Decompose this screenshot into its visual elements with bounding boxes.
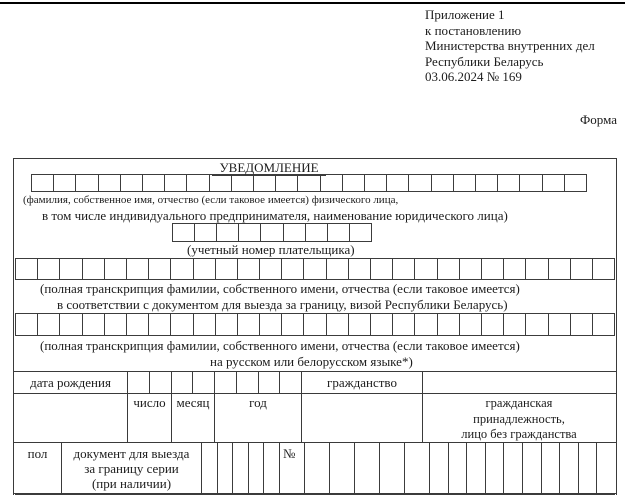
char-box — [172, 223, 195, 242]
transcription-lang-caption-line1: (полная транскрипция фамилии, собственного имени, отчества (если таковое имеется) — [40, 338, 520, 353]
char-box — [596, 443, 615, 493]
char-box — [260, 313, 282, 336]
char-box — [393, 313, 415, 336]
name-caption-line1: (фамилия, собственное имя, отчество (если таковое имеется) физического лица, — [23, 194, 399, 206]
char-box — [83, 313, 105, 336]
char-box — [195, 223, 217, 242]
char-box — [327, 313, 349, 336]
char-box — [526, 258, 548, 280]
char-box — [248, 443, 264, 493]
transcription-lang-caption — [14, 336, 616, 371]
char-box — [571, 258, 593, 280]
date-parts-row — [14, 394, 616, 443]
notification-form-table — [13, 158, 617, 495]
char-box — [149, 372, 171, 393]
char-box — [371, 258, 393, 280]
citizenship-belonging-line2: принадлежность, — [473, 411, 565, 426]
char-box — [171, 372, 193, 393]
transcription-lang-caption-line2: на русском или белорусском языке*) — [210, 353, 413, 369]
birth-date-empty-cell — [14, 394, 128, 442]
char-box — [328, 223, 350, 242]
note-line: к постановлению — [425, 22, 522, 38]
char-box — [365, 174, 387, 192]
travel-document-line3: (при наличии) — [91, 476, 172, 491]
travel-document-line2: за границу серии — [84, 461, 179, 476]
char-box — [438, 258, 460, 280]
char-box — [232, 174, 254, 192]
char-box — [99, 174, 121, 192]
name-caption — [14, 192, 616, 223]
char-box — [448, 443, 467, 493]
char-box — [498, 174, 520, 192]
char-box — [60, 258, 82, 280]
char-box — [387, 174, 409, 192]
transcription-doc-caption-line2: в соответствии с документом для выезда за границу, визой Республики Беларусь) — [57, 296, 508, 312]
name-char-boxes — [31, 174, 587, 192]
char-box — [202, 443, 217, 493]
char-box — [192, 372, 214, 393]
number-sign-label: № — [280, 443, 305, 493]
char-box — [127, 313, 149, 336]
char-box — [571, 313, 593, 336]
sex-label: пол — [14, 443, 62, 493]
char-box — [187, 174, 209, 192]
char-box — [276, 174, 298, 192]
char-box — [354, 443, 379, 493]
char-box — [432, 174, 454, 192]
char-box — [279, 372, 301, 393]
char-box — [482, 313, 504, 336]
char-box — [543, 174, 565, 192]
char-box — [282, 313, 304, 336]
char-box — [31, 174, 54, 192]
char-box — [194, 313, 216, 336]
citizenship-belonging-line1: гражданская — [485, 396, 553, 410]
transcription-doc-char-boxes — [15, 258, 615, 280]
char-box — [105, 313, 127, 336]
regulation-note — [425, 7, 595, 85]
forma-label: Форма — [580, 112, 617, 127]
char-box — [60, 313, 82, 336]
char-box — [210, 174, 232, 192]
char-box — [127, 258, 149, 280]
char-box — [415, 313, 437, 336]
name-caption-line2: в том числе индивидуального предпринимателя, наименование юридического лица) — [42, 208, 508, 223]
transcription-doc-caption-line1: (полная транскрипция фамилии, собственного имени, отчества (если таковое имеется) — [40, 281, 520, 296]
char-box — [149, 258, 171, 280]
char-box — [149, 313, 171, 336]
char-box — [298, 174, 320, 192]
char-box — [217, 443, 233, 493]
char-box — [327, 258, 349, 280]
char-box — [460, 258, 482, 280]
char-box — [261, 223, 283, 242]
char-box — [593, 313, 615, 336]
char-box — [194, 258, 216, 280]
char-box — [504, 258, 526, 280]
char-box — [526, 313, 548, 336]
char-box — [306, 223, 328, 242]
char-box — [503, 443, 522, 493]
citizenship-value-cell — [423, 372, 615, 393]
char-box — [217, 223, 239, 242]
citizenship-label: гражданство — [302, 372, 423, 393]
char-box — [349, 258, 371, 280]
char-box — [282, 258, 304, 280]
char-box — [404, 443, 429, 493]
char-box — [171, 313, 193, 336]
char-box — [522, 443, 541, 493]
document-number-char-boxes-wide — [305, 443, 430, 493]
char-box — [15, 258, 38, 280]
char-box — [504, 313, 526, 336]
payer-caption-line: (учетный номер плательщика) — [187, 242, 355, 257]
char-box — [482, 258, 504, 280]
char-box — [54, 174, 76, 192]
month-label: месяц — [172, 394, 215, 442]
char-box — [430, 443, 448, 493]
char-box — [216, 313, 238, 336]
payer-number-char-boxes — [172, 223, 372, 242]
char-box — [236, 372, 258, 393]
char-box — [238, 258, 260, 280]
char-box — [520, 174, 542, 192]
char-box — [238, 313, 260, 336]
char-box — [165, 174, 187, 192]
char-box — [15, 313, 38, 336]
char-box — [371, 313, 393, 336]
char-box — [216, 258, 238, 280]
form-title: УВЕДОМЛЕНИЕ — [212, 161, 325, 176]
char-box — [466, 443, 485, 493]
char-box — [565, 174, 587, 192]
personal-data-grid — [14, 371, 616, 494]
char-box — [38, 313, 60, 336]
char-box — [438, 313, 460, 336]
note-line: Приложение 1 — [425, 7, 505, 22]
citizenship-belonging-label — [423, 394, 615, 442]
day-label: число — [128, 394, 172, 442]
citizenship-empty-cell — [302, 394, 423, 442]
char-box — [214, 372, 236, 393]
char-box — [260, 258, 282, 280]
char-box — [329, 443, 354, 493]
char-box — [549, 258, 571, 280]
char-box — [321, 174, 343, 192]
sex-document-row — [14, 443, 616, 494]
char-box — [304, 258, 326, 280]
char-box — [559, 443, 578, 493]
char-box — [578, 443, 597, 493]
char-box — [105, 258, 127, 280]
char-box — [38, 258, 60, 280]
char-box — [593, 258, 615, 280]
char-box — [254, 174, 276, 192]
char-box — [541, 443, 560, 493]
document-number-char-boxes-narrow — [430, 443, 615, 493]
char-box — [171, 258, 193, 280]
char-box — [239, 223, 261, 242]
note-line: Министерства внутренних дел — [425, 38, 595, 54]
char-box — [128, 372, 149, 393]
char-box — [485, 443, 504, 493]
birth-date-char-boxes — [128, 372, 302, 393]
char-box — [76, 174, 98, 192]
char-box — [349, 313, 371, 336]
travel-document-line1: документ для выезда — [73, 446, 190, 461]
char-box — [258, 372, 280, 393]
transcription-lang-char-boxes — [15, 313, 615, 336]
char-box — [350, 223, 372, 242]
char-box — [232, 443, 248, 493]
note-line: Республики Беларусь — [425, 53, 544, 69]
char-box — [284, 223, 306, 242]
page-top-rule — [0, 2, 625, 4]
char-box — [393, 258, 415, 280]
char-box — [305, 443, 329, 493]
char-box — [549, 313, 571, 336]
char-box — [476, 174, 498, 192]
birthdate-citizenship-row — [14, 372, 616, 394]
char-box — [460, 313, 482, 336]
char-box — [263, 443, 279, 493]
birth-date-label: дата рождения — [14, 372, 128, 393]
note-line: 03.06.2024 № 169 — [425, 69, 522, 85]
char-box — [409, 174, 431, 192]
char-box — [121, 174, 143, 192]
char-box — [83, 258, 105, 280]
char-box — [143, 174, 165, 192]
char-box — [415, 258, 437, 280]
char-box — [304, 313, 326, 336]
char-box — [454, 174, 476, 192]
char-box — [379, 443, 404, 493]
form-title-row — [13, 159, 570, 174]
transcription-doc-caption — [14, 280, 616, 313]
year-label: год — [215, 394, 302, 442]
travel-document-label — [62, 443, 202, 493]
payer-caption — [14, 242, 616, 258]
citizenship-belonging-line3: лицо без гражданства — [461, 427, 577, 441]
char-box — [343, 174, 365, 192]
document-series-char-boxes — [202, 443, 280, 493]
